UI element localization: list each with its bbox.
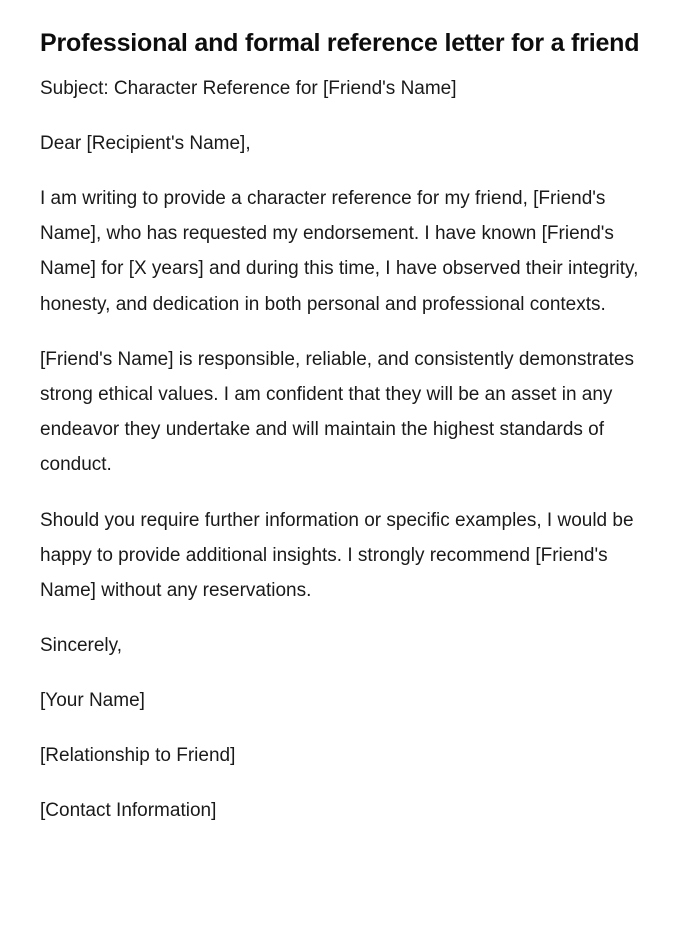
letter-subject: Subject: Character Reference for [Friend's Name] [40, 78, 457, 99]
letter-paragraph-intro: I am writing to provide a character reference for my friend, [Friend's Name], who has requested my endorsement. I have known [Friend's Name] for [X years] and during this time, I have observed their integrity, honesty, and dedication in both personal and professional contexts. [40, 188, 639, 315]
letter-salutation: Dear [Recipient's Name], [40, 133, 251, 154]
letter-paragraph-recommendation: Should you require further information or specific examples, I would be happy to provide additional insights. I strongly recommend [Friend's Name] without any reservations. [40, 509, 634, 602]
signature-contact: [Contact Information] [40, 800, 217, 822]
page-title: Professional and formal reference letter for a friend [40, 29, 640, 57]
signature-name: [Your Name] [40, 690, 145, 712]
letter-paragraph-qualities: [Friend's Name] is responsible, reliable, and consistently demonstrates strong ethical values. I am confident that they will be an asset in any endeavor they undertake and will maintain the highest standards of conduct. [40, 348, 634, 476]
signature-relationship: [Relationship to Friend] [40, 745, 236, 767]
letter-closing: Sincerely, [40, 635, 123, 657]
